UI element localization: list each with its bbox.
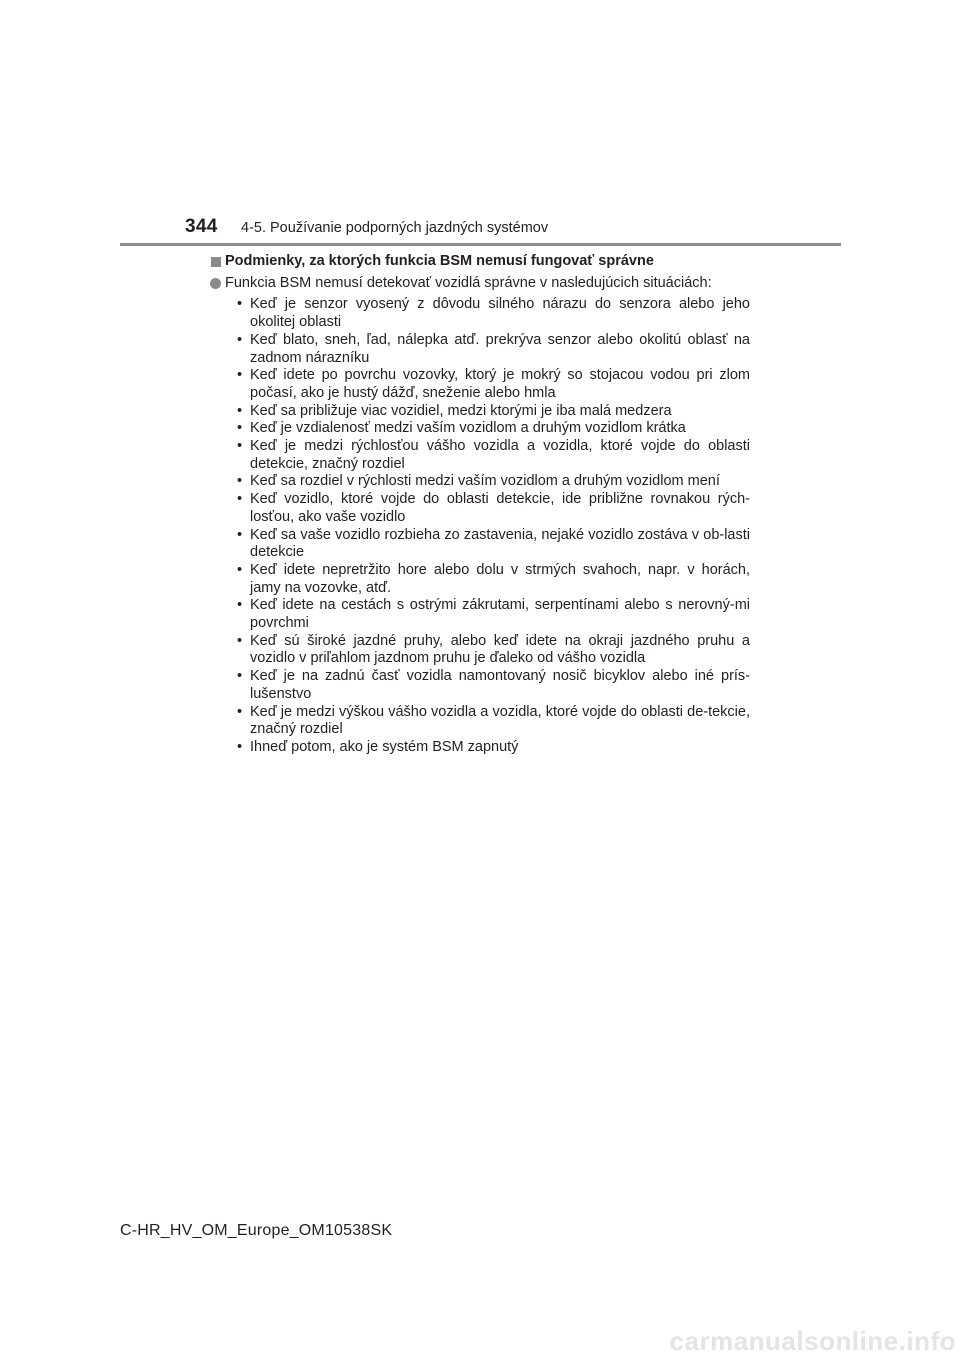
header-divider	[120, 243, 841, 246]
bullet-dot-icon: •	[237, 402, 243, 419]
list-item-text: Keď idete po povrchu vozovky, ktorý je mokrý so stojacou vodou pri zlom počasí, ako je hustý dážď, sneženie alebo hmla	[250, 367, 750, 401]
list-item	[237, 296, 750, 331]
list-item-text: Keď idete nepretržito hore alebo dolu v strmých svahoch, napr. v horách, jamy na vozovke, atď.	[250, 561, 750, 596]
bullet-dot-icon: •	[237, 491, 243, 508]
list-item	[237, 597, 750, 632]
list-item-text: Keď je medzi výškou vášho vozidla a vozidla, ktoré vojde do oblasti de-tekcie, značný rozdiel	[250, 703, 750, 738]
intro-item	[210, 275, 750, 293]
list-item-text: Keď je na zadnú časť vozidla namontovaný nosič bicyklov alebo iné prís-lušenstvo	[250, 668, 750, 702]
list-item-text: Keď je vzdialenosť medzi vaším vozidlom a druhým vozidlom krátka	[250, 420, 686, 437]
bullet-dot-icon: •	[237, 668, 243, 685]
bullet-dot-icon: •	[237, 703, 243, 720]
document-id: C-HR_HV_OM_Europe_OM10538SK	[120, 1222, 393, 1239]
list-item	[237, 561, 750, 597]
watermark: carmanualsonline.info	[669, 1326, 956, 1356]
bullet-dot-icon: •	[237, 526, 243, 543]
bullet-dot-icon: •	[237, 473, 243, 490]
list-item-text: Keď je medzi rýchlosťou vášho vozidla a vozidla, ktoré vojde do oblasti detekcie, značný rozdiel	[250, 438, 750, 472]
bullet-dot-icon: •	[237, 367, 243, 384]
list-item-text: Keď je senzor vyosený z dôvodu silného nárazu do senzora alebo jeho okolitej oblasti	[250, 296, 750, 331]
list-item	[237, 703, 750, 739]
circle-bullet-icon	[210, 278, 221, 289]
square-bullet-icon	[211, 257, 221, 267]
bullet-dot-icon: •	[237, 632, 243, 649]
list-item-text: Keď blato, sneh, ľad, nálepka atď. prekrýva senzor alebo okolitú oblasť na zadnom nárazníku	[250, 331, 750, 366]
list-item-text: Keď idete na cestách s ostrými zákrutami, serpentínami alebo s nerovný-mi povrchmi	[250, 597, 750, 632]
list-item	[237, 420, 750, 438]
list-item	[237, 526, 750, 562]
list-item-text: Keď vozidlo, ktoré vojde do oblasti detekcie, ide približne rovnakou rých-losťou, ako vaše vozidlo	[250, 491, 750, 525]
list-item	[237, 738, 750, 757]
page-number: 344	[185, 216, 218, 237]
bullet-dot-icon: •	[237, 738, 243, 755]
bullet-dot-icon: •	[237, 296, 243, 313]
list-item	[237, 668, 750, 703]
list-item	[237, 402, 750, 421]
section-title: 4-5. Používanie podporných jazdných systémov	[241, 220, 549, 236]
list-item-text: Keď sa približuje viac vozidiel, medzi ktorými je iba malá medzera	[250, 402, 672, 419]
list-item-text: Keď sa rozdiel v rýchlosti medzi vaším vozidlom a druhým vozidlom mení	[250, 473, 720, 490]
list-item	[237, 491, 750, 526]
list-item	[237, 632, 750, 668]
main-content	[210, 253, 750, 757]
bullet-dot-icon: •	[237, 561, 243, 578]
list-item-text: Ihneď potom, ako je systém BSM zapnutý	[250, 738, 519, 755]
section-heading-text: Podmienky, za ktorých funkcia BSM nemusí fungovať správne	[225, 253, 654, 269]
list-item	[237, 473, 750, 491]
bullet-dot-icon: •	[237, 420, 243, 437]
list-item	[237, 438, 750, 473]
bullet-dot-icon: •	[237, 438, 243, 455]
list-item-text: Keď sú široké jazdné pruhy, alebo keď idete na okraji jazdného pruhu a vozidlo v priľahlom jazdnom pruhu je ďaleko od vášho vozidla	[250, 632, 750, 667]
section-heading	[210, 253, 750, 271]
bullet-dot-icon: •	[237, 331, 243, 348]
list-item	[237, 331, 750, 367]
list-item-text: Keď sa vaše vozidlo rozbieha zo zastavenia, nejaké vozidlo zostáva v ob-lasti detekcie	[250, 526, 750, 561]
list-item	[237, 367, 750, 402]
bullet-dot-icon: •	[237, 597, 243, 614]
intro-text: Funkcia BSM nemusí detekovať vozidlá správne v nasledujúcich situáciách:	[225, 274, 712, 291]
condition-list	[210, 296, 750, 756]
